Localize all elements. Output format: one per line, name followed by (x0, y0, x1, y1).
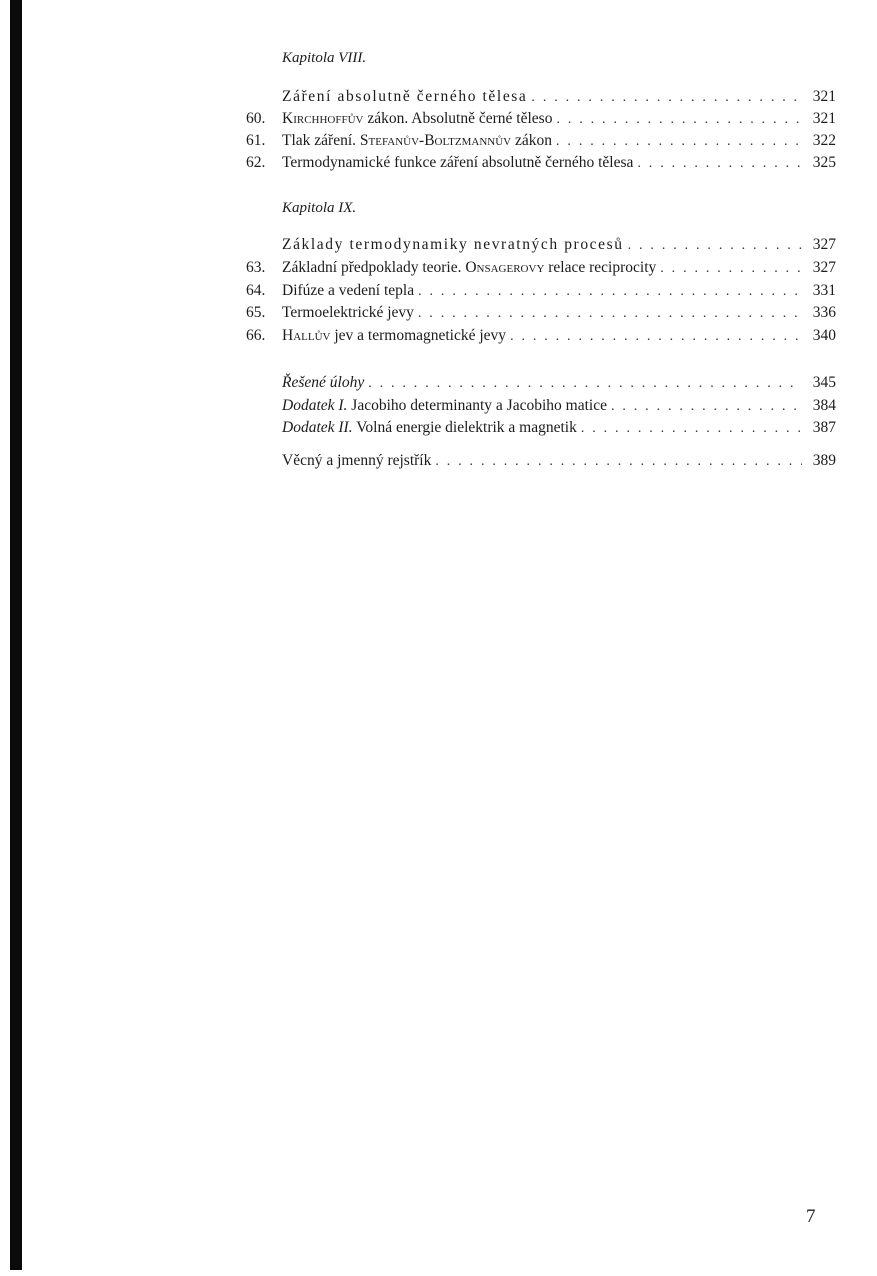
entry-title-italic: Dodatek I. (282, 397, 348, 414)
entry-title-text: zákon (511, 132, 553, 149)
entry-name-smallcaps: Hallův (282, 327, 331, 344)
toc-entry-index (246, 450, 836, 472)
entry-number: 60. (246, 110, 266, 127)
toc-entry-solved-problems (246, 372, 836, 394)
dot-leader (531, 87, 802, 109)
entry-name-smallcaps: Kirchhoffův (282, 110, 364, 127)
dot-leader (581, 418, 802, 440)
dot-leader (418, 281, 802, 303)
entry-page: 327 (812, 236, 836, 253)
entry-number: 66. (246, 327, 266, 344)
entry-page: 321 (812, 110, 836, 127)
toc-entry-appendix-ii (246, 417, 836, 439)
entry-title-prefix: Tlak záření. (282, 132, 360, 149)
binding-edge (10, 0, 22, 1270)
toc-entry-60 (246, 108, 836, 130)
entry-page: 345 (812, 374, 836, 391)
entry-title (282, 325, 506, 347)
toc-entry-62 (246, 152, 836, 174)
entry-name-smallcaps: Onsagerovy (465, 259, 545, 276)
entry-title: Záření absolutně černého tělesa (282, 88, 528, 105)
entry-number: 63. (246, 259, 266, 276)
entry-title-text: Volná energie dielektrik a magnetik (352, 419, 577, 436)
entry-title (282, 130, 552, 152)
entry-title (282, 372, 364, 394)
dot-leader (418, 303, 802, 325)
entry-number: 64. (246, 282, 266, 299)
toc-entry-61 (246, 130, 836, 152)
entry-page: 387 (812, 419, 836, 436)
entry-title-italic: Řešené úlohy (282, 374, 365, 391)
entry-page: 336 (812, 304, 836, 321)
entry-page: 327 (812, 259, 836, 276)
entry-page: 340 (812, 327, 836, 344)
entry-page: 321 (812, 88, 836, 105)
entry-number: 62. (246, 154, 266, 171)
entry-title: Termodynamické funkce záření absolutně černého tělesa (282, 154, 634, 171)
entry-title-text: relace reciprocity (544, 259, 657, 276)
toc-entry-appendix-i (246, 395, 836, 417)
entry-page: 384 (812, 397, 836, 414)
entry-name-smallcaps: Stefanův-Boltzmannův (359, 132, 512, 149)
entry-title-text: jev a termomagnetické jevy (330, 327, 507, 344)
dot-leader (368, 373, 802, 395)
entry-page: 331 (812, 282, 836, 299)
entry-title: Difúze a vedení tepla (282, 282, 415, 299)
entry-page: 389 (812, 452, 836, 469)
entry-number: 65. (246, 304, 266, 321)
entry-number: 61. (246, 132, 266, 149)
entry-page: 322 (812, 132, 836, 149)
dot-leader (628, 235, 802, 257)
entry-title (282, 417, 577, 439)
entry-page: 325 (812, 154, 836, 171)
entry-title (282, 257, 656, 279)
dot-leader (556, 131, 802, 153)
toc-entry-chapter-viii-title (246, 86, 836, 108)
dot-leader (611, 396, 802, 418)
dot-leader (556, 109, 802, 131)
entry-title: Základy termodynamiky nevratných procesů (282, 236, 624, 253)
page-number: 7 (806, 1206, 816, 1227)
dot-leader (637, 153, 802, 175)
chapter-heading-ix: Kapitola IX. (282, 200, 357, 216)
toc-entry-65 (246, 302, 836, 324)
entry-title-italic: Dodatek II. (282, 419, 353, 436)
toc-entry-63 (246, 257, 836, 279)
entry-title: Věcný a jmenný rejstřík (282, 452, 432, 469)
chapter-heading-viii: Kapitola VIII. (282, 50, 367, 66)
entry-title-text: Jacobiho determinanty a Jacobiho matice (347, 397, 607, 414)
entry-title (282, 108, 552, 130)
entry-title: Termoelektrické jevy (282, 304, 414, 321)
dot-leader (660, 258, 802, 280)
dot-leader (510, 326, 802, 348)
entry-title-text: zákon. Absolutně černé těleso (363, 110, 553, 127)
entry-title-prefix: Základní předpoklady teorie. (282, 259, 466, 276)
toc-entry-64 (246, 280, 836, 302)
dot-leader (435, 451, 802, 473)
entry-title (282, 395, 607, 417)
toc-entry-66 (246, 325, 836, 347)
toc-entry-chapter-ix-title (246, 234, 836, 256)
